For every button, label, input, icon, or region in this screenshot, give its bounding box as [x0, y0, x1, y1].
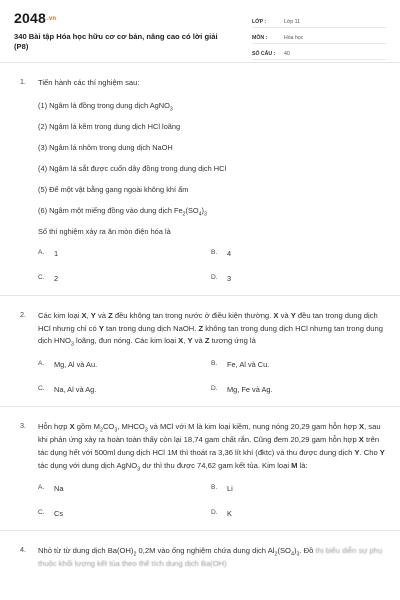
option-letter: D. — [211, 509, 218, 517]
statement-text: ) — [201, 205, 204, 215]
document-title-line2: (P8) — [14, 42, 29, 51]
subscript: 4 — [290, 551, 294, 558]
option-d[interactable] — [211, 274, 371, 283]
stem-var: X — [81, 310, 87, 320]
stem-text: Hỗn hợp — [38, 422, 70, 432]
page-header — [0, 0, 400, 63]
question-number: 4. — [20, 545, 26, 555]
stem-var: Y — [98, 323, 104, 333]
option-d[interactable] — [211, 509, 371, 518]
subscript: 3 — [296, 551, 300, 558]
question-4 — [0, 531, 400, 571]
stem-text: CO — [102, 422, 115, 432]
question-stem — [38, 310, 386, 348]
option-text: Na, Al và Ag. — [54, 385, 97, 395]
subscript: 3 — [137, 466, 141, 473]
meta-label: SỐ CÂU : — [252, 51, 276, 57]
option-c[interactable] — [38, 509, 211, 518]
subscript: 2 — [133, 551, 137, 558]
statement-text: (2) Ngâm lá kẽm trong dung dịch HCl loãng — [38, 121, 181, 131]
answer-options — [38, 360, 386, 406]
stem-text: , MHCO — [117, 422, 145, 432]
option-text: 1 — [54, 248, 59, 258]
option-letter: B. — [211, 484, 218, 492]
question-stem — [38, 545, 386, 571]
stem-var: Y — [354, 447, 360, 457]
stem-text: là: — [297, 460, 308, 470]
logo-text: 2048 — [14, 10, 46, 26]
stem-var: Z — [108, 310, 113, 320]
document-meta — [252, 12, 386, 60]
option-letter: C. — [38, 273, 45, 281]
option-letter: A. — [38, 248, 45, 256]
stem-text: . Cho — [359, 447, 380, 457]
statement-text: (SO — [185, 205, 199, 215]
stem-var: M — [291, 460, 298, 470]
stem-var: Y — [290, 310, 296, 320]
stem-text: gồm M — [74, 422, 100, 432]
statement-text: (3) Ngâm lá nhôm trong dung dịch NaOH — [38, 142, 173, 152]
stem-text: và — [278, 310, 291, 320]
option-letter: C. — [38, 509, 45, 517]
stem-var: X — [359, 422, 365, 432]
stem-var: X — [358, 434, 364, 444]
experiment-statement — [38, 121, 386, 132]
document-title-line1: 340 Bài tập Hóa học hữu cơ cơ bản, nâng cao có lời giải — [14, 32, 218, 41]
answer-options — [38, 484, 386, 530]
stem-text: tương ứng là — [209, 336, 256, 346]
stem-var: Y — [187, 336, 193, 346]
option-d[interactable] — [211, 385, 371, 394]
question-stem: Tiến hành các thí nghiệm sau: — [38, 78, 140, 87]
option-letter: D. — [211, 273, 218, 281]
stem-text: tác dụng với dung dịch AgNO — [38, 460, 138, 470]
subscript: 2 — [274, 551, 278, 558]
option-text: Fe, Al và Cu. — [227, 360, 270, 370]
option-c[interactable] — [38, 385, 211, 394]
option-b[interactable] — [211, 249, 371, 258]
question-prompt: Số thí nghiệm xảy ra ăn mòn điện hóa là — [38, 226, 171, 236]
subscript: 3 — [204, 211, 207, 218]
option-text: K — [227, 509, 232, 519]
statement-text: (1) Ngâm lá đồng trong dung dịch AgNO — [38, 100, 170, 110]
experiment-statement — [38, 163, 386, 174]
option-a[interactable] — [38, 484, 211, 493]
subscript: 3 — [114, 427, 118, 434]
statement-text: (5) Để một vật bằng gang ngoài không khí ẩm — [38, 184, 189, 194]
option-text: Li — [227, 484, 233, 494]
question-number: 1. — [20, 77, 26, 86]
stem-text: Nhỏ từ từ dung dịch Ba(OH) — [38, 546, 134, 556]
option-letter: C. — [38, 385, 45, 393]
meta-label: LỚP : — [252, 19, 267, 25]
meta-row-count — [252, 44, 386, 60]
meta-row-subject — [252, 28, 386, 44]
stem-text: ) — [293, 546, 297, 556]
stem-text: dư thì thu được 74,62 gam kết tủa. Kim loại — [140, 460, 292, 470]
statement-text: (4) Ngâm lá sắt được cuốn dây đồng trong dung dịch HCl — [38, 163, 227, 173]
option-letter: B. — [211, 360, 218, 368]
stem-text: loãng, đun nóng. Các kim loại — [73, 336, 179, 346]
question-number: 2. — [20, 309, 26, 319]
stem-text: và — [95, 310, 109, 320]
subscript: 2 — [99, 427, 103, 434]
stem-text: 0,2M vào ống nghiệm chứa dung dịch Al — [136, 546, 275, 556]
experiment-statement — [38, 142, 386, 153]
option-text: Na — [54, 484, 64, 494]
stem-text: trên tác dụng hết với 500ml dung dịch HCl 1M thì thoát ra 3,36 lít khí (đktc) và thu được dung dịch — [38, 434, 380, 457]
subscript: 3 — [144, 427, 148, 434]
stem-text: đều không tan trong nước ở điều kiện thường. — [112, 310, 274, 320]
stem-text: , sau khi phản ứng xảy ra hoàn toàn thấy còn lại 18,74 gam chất rắn. Cũng đem 20,29 gam hỗn hợp — [38, 422, 381, 444]
option-text: Mg, Fe và Ag. — [227, 385, 273, 395]
option-b[interactable] — [211, 360, 371, 369]
option-text: Cs — [54, 509, 64, 519]
stem-var: Z — [204, 336, 210, 346]
option-text: 3 — [227, 273, 232, 283]
question-1 — [0, 63, 400, 296]
meta-label: MÔN : — [252, 35, 268, 41]
stem-text: , — [86, 310, 91, 320]
subscript: 4 — [198, 211, 202, 218]
stem-text: . Đồ — [299, 546, 314, 556]
option-c[interactable] — [38, 274, 211, 283]
meta-value: 40 — [284, 51, 290, 57]
stem-var: X — [178, 336, 184, 346]
question-stem — [38, 421, 386, 472]
logo-suffix: .vn — [46, 16, 57, 23]
experiment-statement — [38, 100, 386, 111]
option-text: Mg, Al và Au. — [54, 360, 98, 370]
site-logo[interactable] — [14, 10, 56, 26]
option-b[interactable] — [211, 484, 371, 493]
option-text: 4 — [227, 248, 232, 258]
option-a[interactable] — [38, 249, 211, 258]
question-number: 3. — [20, 421, 26, 431]
statement-text: (6) Ngâm một miếng đồng vào dung dịch Fe — [38, 205, 183, 215]
answer-options — [38, 249, 386, 295]
meta-row-class — [252, 12, 386, 28]
stem-text: đều tan trong dung dịch HCl nhưng chỉ có — [38, 310, 378, 333]
stem-var: Y — [379, 447, 385, 457]
stem-var: X — [69, 422, 75, 432]
option-letter: B. — [211, 248, 218, 256]
stem-text: không tan trong dung dịch HCl nhưng tan trong dung dịch HNO — [38, 323, 383, 346]
meta-value: Lớp 11 — [284, 19, 300, 25]
question-3 — [0, 407, 400, 531]
stem-var: Y — [90, 310, 96, 320]
subscript: 2 — [182, 211, 186, 218]
option-letter: D. — [211, 385, 218, 393]
stem-var: X — [273, 310, 279, 320]
experiment-statement — [38, 184, 386, 195]
stem-text-faded: thị biểu diễn sự phụ thuộc khối lượng kết tủa theo thể tích dung dịch Ba(OH) — [38, 546, 383, 569]
option-a[interactable] — [38, 360, 211, 369]
option-letter: A. — [38, 360, 45, 368]
subscript: 3 — [169, 106, 173, 113]
stem-text: , — [183, 336, 188, 346]
stem-text: và MCl với M là kim loại kiềm, nung nóng 20,29 gam hỗn hợp — [147, 422, 359, 432]
stem-text: tan trong dung dịch NaOH. — [103, 323, 199, 333]
stem-text: và — [192, 336, 205, 346]
document-title — [14, 32, 234, 52]
question-2 — [0, 296, 400, 407]
experiment-statement — [38, 205, 386, 216]
option-text: 2 — [54, 273, 59, 283]
stem-text: Các kim loại — [38, 310, 82, 320]
meta-value: Hóa học — [284, 35, 304, 41]
subscript: 3 — [70, 341, 74, 348]
stem-text: (SO — [277, 546, 291, 556]
option-letter: A. — [38, 484, 45, 492]
stem-var: Z — [198, 323, 204, 333]
